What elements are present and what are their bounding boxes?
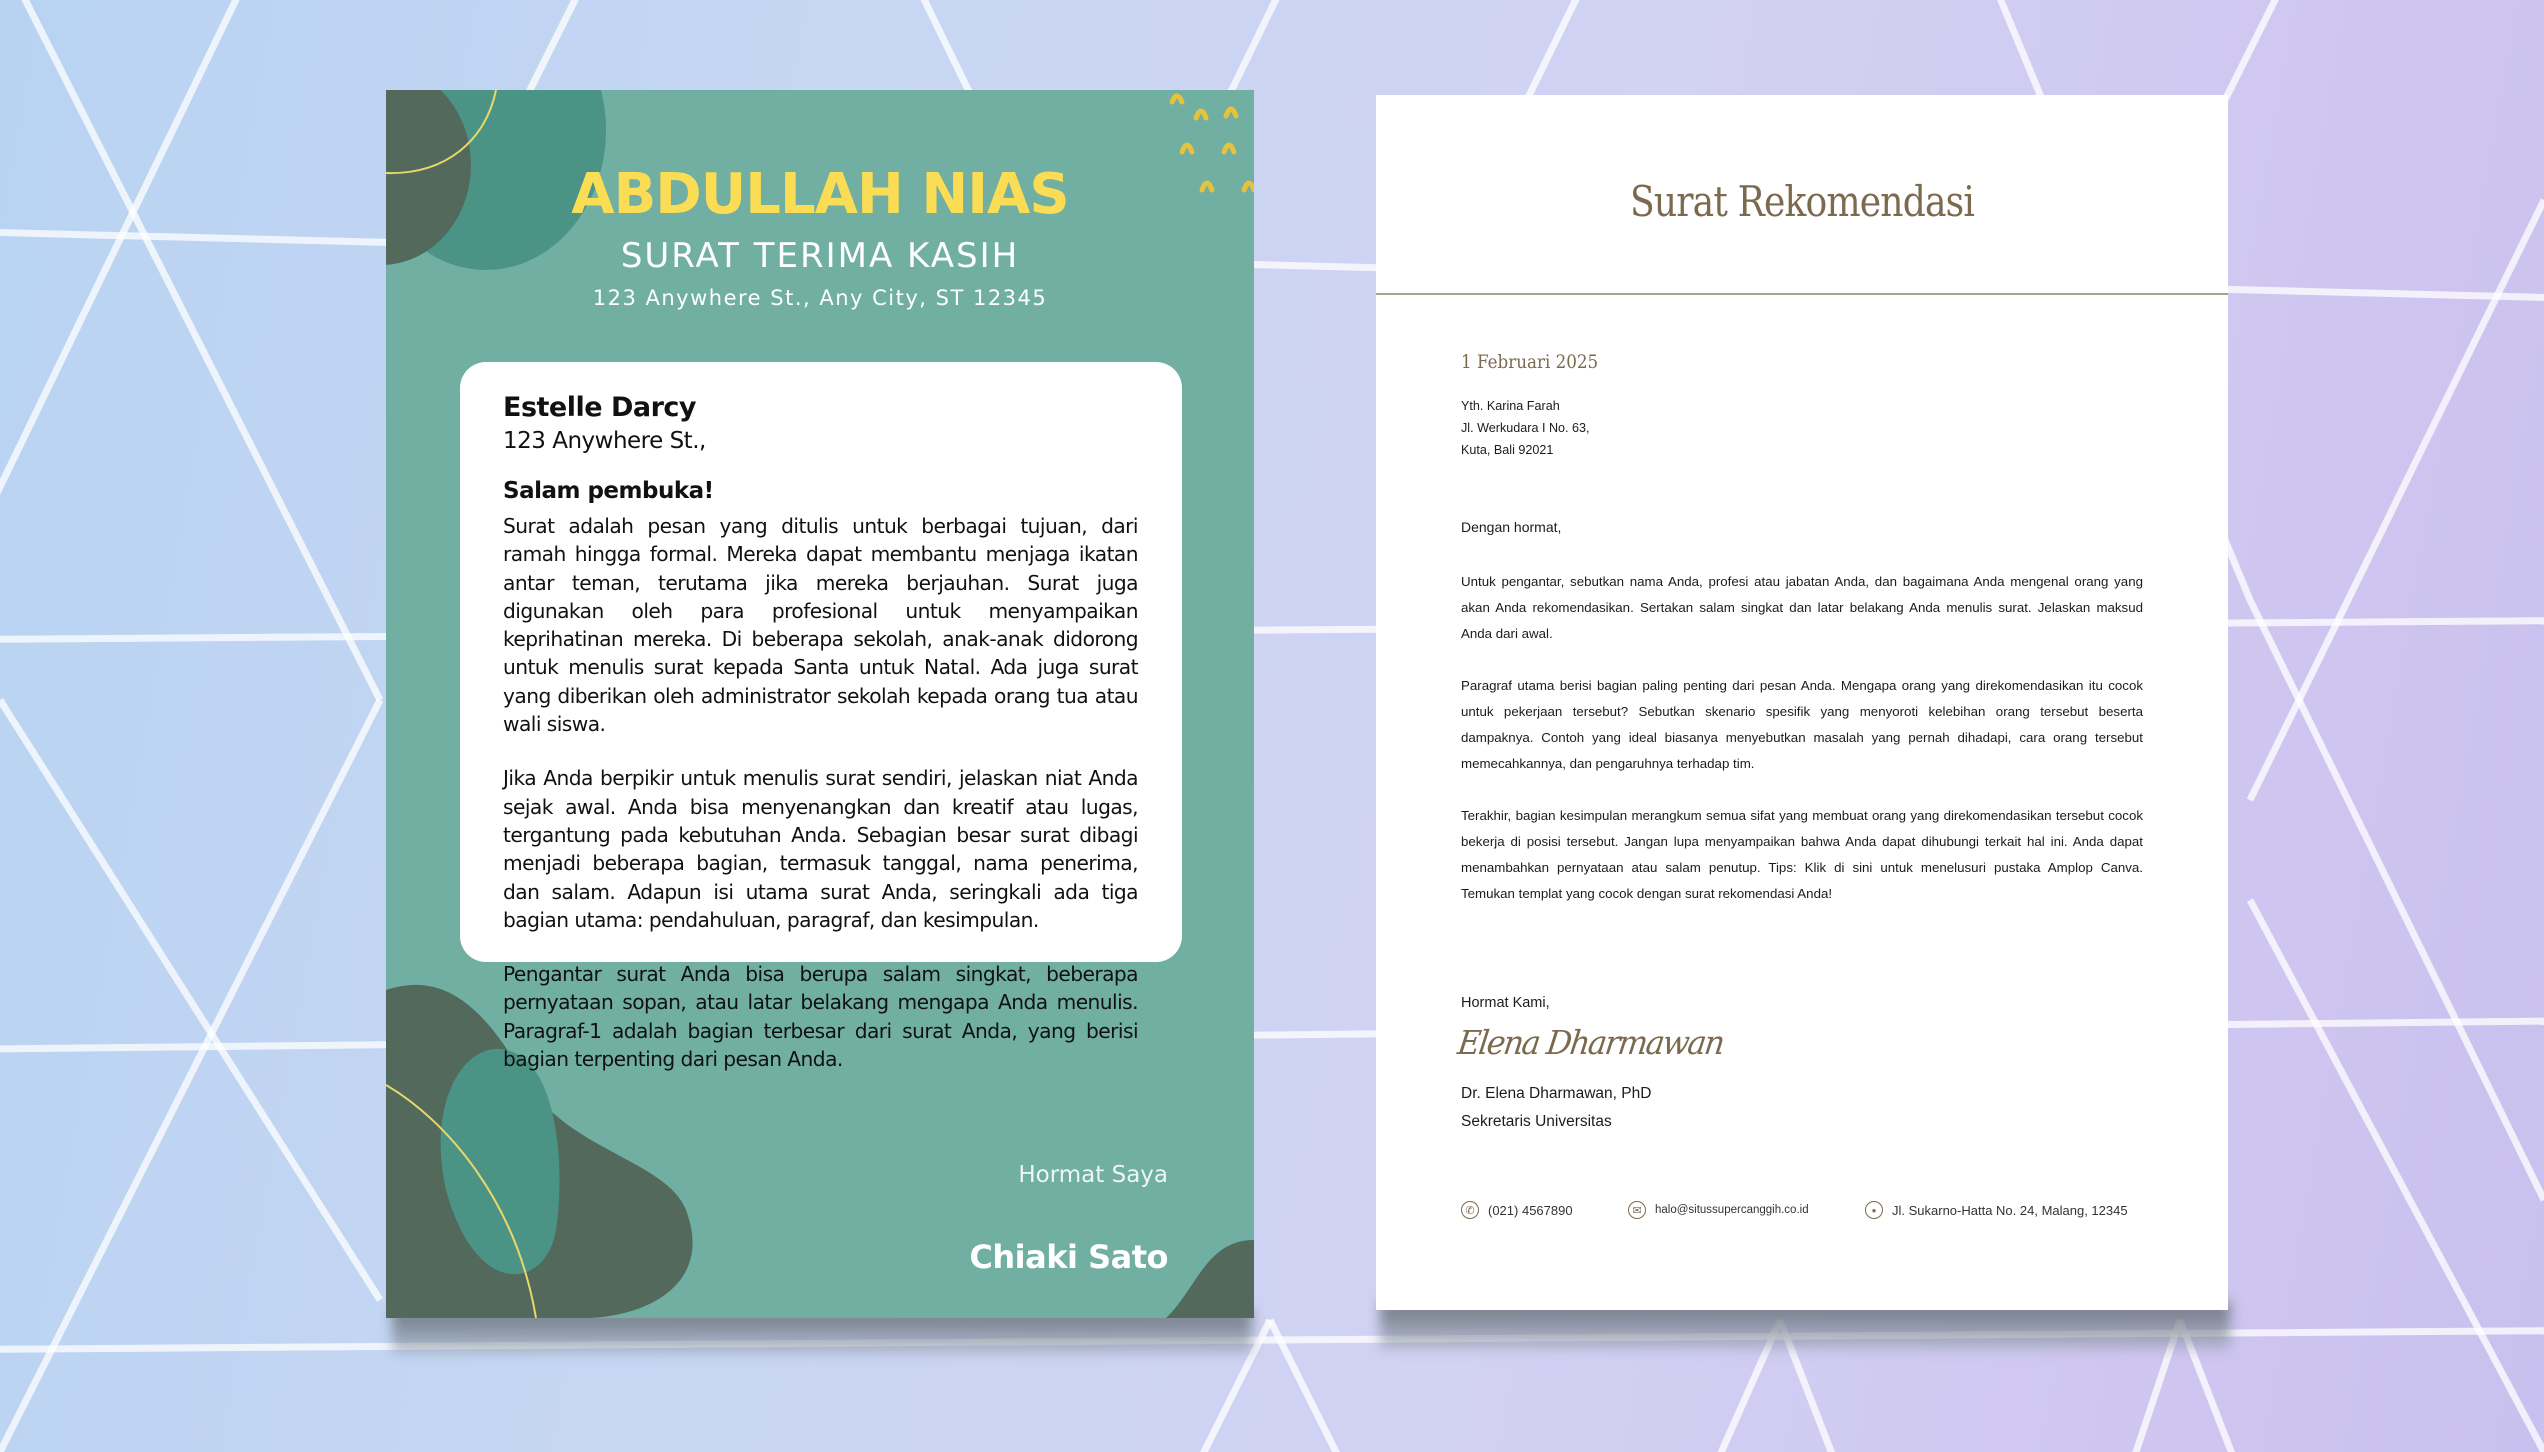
sender-address: 123 Anywhere St., Any City, ST 12345	[592, 286, 1048, 310]
body-paragraph-1: Surat adalah pesan yang ditulis untuk berbagai tujuan, dari ramah hingga formal. Mereka dapat membantu menjaga ikatan antar teman, terutama jika mereka berjauhan. Surat juga digunakan oleh para profesional untuk menyampaikan keprihatinan mereka. Di beberapa sekolah, anak-anak didorong untuk menulis surat kepada Santa untuk Natal. Ada juga surat yang diberikan oleh administrator sekolah kepada orang tua atau wali siswa.	[503, 514, 1138, 737]
body-paragraph-1: Untuk pengantar, sebutkan nama Anda, profesi atau jabatan Anda, dan bagaimana Anda mengenal orang yang akan Anda rekomendasikan. Sertakan salam singkat dan latar belakang Anda menulis surat. Jelaskan maksud Anda dari awal.	[1461, 574, 2143, 641]
signer-name: Dr. Elena Dharmawan, PhD	[1461, 1085, 1652, 1102]
bottom-right-blob	[1166, 1240, 1254, 1318]
body-paragraph-2: Paragraf utama berisi bagian paling penting dari pesan Anda. Mengapa orang yang direkomendasikan itu cocok untuk pekerjaan tersebut? Sebutkan skenario spesifik yang menyoroti kelebihan orang tersebut beserta dampaknya. Contoh yang ideal biasanya menyebutkan masalah yang pernah dihadapi, cara orang tersebut memecahkannya, dan pengaruhnya terhadap tim.	[1461, 678, 2143, 771]
sender-name-heading: ABDULLAH NIAS	[571, 162, 1069, 227]
closing: Hormat Saya	[1018, 1162, 1168, 1188]
recipient-line: Jl. Werkudara I No. 63,	[1461, 421, 1590, 435]
mail-icon: ✉	[1628, 1201, 1646, 1219]
handwritten-signature: Elena Dharmawan	[1455, 1023, 1726, 1062]
contact-text: halo@situssupercanggih.co.id	[1655, 1204, 1809, 1216]
body-paragraph-3: Terakhir, bagian kesimpulan merangkum semua sifat yang membuat orang yang direkomendasikan tersebut cocok bekerja di posisi tersebut. Jangan lupa menyampaikan bahwa Anda dapat dihubungi terkait hal ini. Anda dapat menambahkan pernyataan atau salam penutup. Tips: Klik di sini untuk menelusuri pustaka Amplop Canva. Temukan templat yang cocok dengan surat rekomendasi Anda!	[1461, 808, 2143, 901]
body-paragraph-3: Pengantar surat Anda bisa berupa salam singkat, beberapa pernyataan sopan, atau latar belakang mengapa Anda menulis. Paragraf-1 adalah bagian terbesar dari surat Anda, yang berisi bagian terpenting dari pesan Anda.	[503, 962, 1138, 1072]
thank-you-letter-page	[386, 90, 1254, 1318]
recipient-name: Estelle Darcy	[503, 392, 697, 423]
location-pin-icon: ●	[1865, 1201, 1883, 1219]
contact-address	[1865, 1201, 2128, 1219]
signer-title: Sekretaris Universitas	[1461, 1113, 1612, 1130]
letter-body-card	[460, 362, 1182, 1072]
letter-title: Surat Rekomendasi	[1629, 177, 1975, 226]
contact-phone	[1461, 1201, 1628, 1219]
header-divider	[1376, 293, 2228, 295]
body-paragraph-2: Jika Anda berpikir untuk menulis surat sendiri, jelaskan niat Anda sejak awal. Anda bisa menyenangkan dan kreatif atau lugas, tergantung pada kebutuhan Anda. Sebagian besar surat dibagi menjadi beberapa bagian, termasuk tanggal, nama penerima, dan salam. Adapun isi utama surat Anda, seringkali ada tiga bagian utama: pendahuluan, paragraf, dan kesimpulan.	[503, 766, 1138, 932]
recipient-address: 123 Anywhere St.,	[503, 428, 706, 454]
salutation: Dengan hormat,	[1461, 519, 1562, 535]
letter-type-subtitle: SURAT TERIMA KASIH	[620, 236, 1020, 276]
phone-icon: ✆	[1461, 1201, 1479, 1219]
letter-body	[1461, 569, 2143, 933]
recipient-line: Kuta, Bali 92021	[1461, 443, 1554, 457]
contact-footer	[1461, 1201, 2128, 1219]
greeting: Salam pembuka!	[503, 478, 714, 504]
recommendation-letter-page	[1376, 95, 2228, 1310]
recipient-line: Yth. Karina Farah	[1461, 399, 1560, 413]
signer-name: Chiaki Sato	[969, 1238, 1168, 1276]
closing: Hormat Kami,	[1461, 995, 1550, 1011]
contact-text: (021) 4567890	[1488, 1202, 1573, 1218]
contact-text: Jl. Sukarno-Hatta No. 24, Malang, 12345	[1892, 1202, 2128, 1218]
recipient-block	[1461, 395, 1590, 461]
contact-email	[1628, 1201, 1865, 1219]
letter-date: 1 Februari 2025	[1461, 351, 1599, 373]
